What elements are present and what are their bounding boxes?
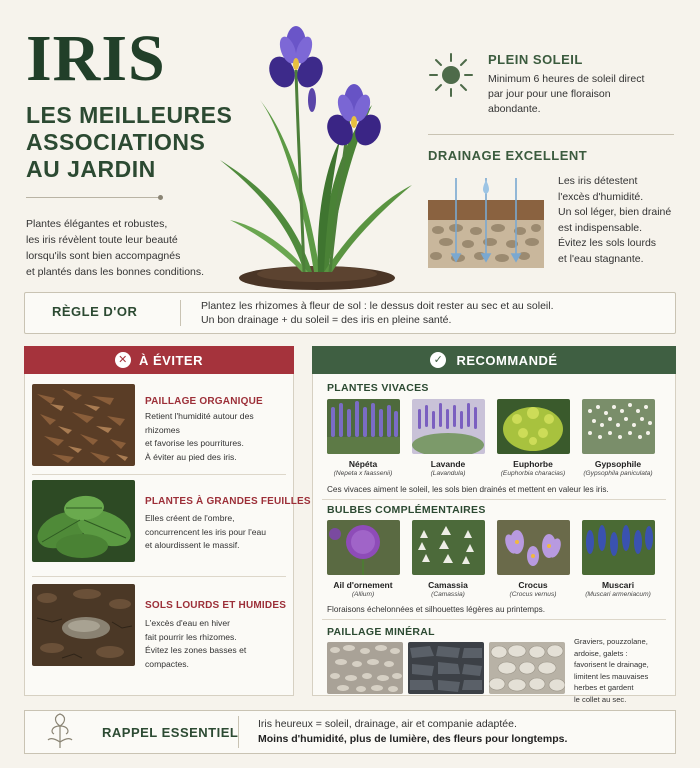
pebbles-image xyxy=(489,642,565,694)
subtitle-line: ASSOCIATIONS xyxy=(26,129,206,155)
drainage-title: DRAINAGE EXCELLENT xyxy=(428,148,588,163)
intro-line: et plantés dans les bonnes conditions. xyxy=(26,266,205,278)
avoid-header-label: À ÉVITER xyxy=(139,352,203,368)
drainage-line: l'excès d'humidité. xyxy=(558,190,644,203)
sun-line: Minimum 6 heures de soleil direct xyxy=(488,73,645,85)
avoid-item-text xyxy=(145,617,290,671)
plant-latin-name: (Muscari armeniacum) xyxy=(585,591,651,598)
camassia-image xyxy=(412,520,485,575)
large-leaf-plant-image xyxy=(32,480,135,562)
sun-title: PLEIN SOLEIL xyxy=(488,52,583,67)
plant-latin-name: (Gypsophila paniculata) xyxy=(583,470,653,477)
avoid-item-line: Elles créent de l'ombre, xyxy=(145,513,235,523)
avoid-item-line: Retient l'humidité autour des rhizomes xyxy=(145,411,254,435)
title-divider-dot xyxy=(158,195,163,200)
drainage-line: Un sol léger, bien drainé xyxy=(558,206,672,218)
recommended-separator xyxy=(322,499,666,500)
euphorbia-image xyxy=(497,399,570,454)
page-title: IRIS xyxy=(26,22,166,95)
perennials-note: Ces vivaces aiment le soleil, les sols bien drainés et mettent en valeur les iris. xyxy=(327,485,609,494)
avoid-item-text xyxy=(145,410,290,464)
bulbs-title: BULBES COMPLÉMENTAIRES xyxy=(327,504,486,516)
mineral-line: le collet au sec. xyxy=(574,694,627,704)
organic-mulch-image xyxy=(32,384,135,466)
nepeta-image xyxy=(327,399,400,454)
drainage-line: Les iris détestent xyxy=(558,175,638,187)
muscari-image xyxy=(582,520,655,575)
plant-name: Gypsophile xyxy=(594,459,642,469)
soil-drainage-illustration xyxy=(428,176,544,268)
recommended-header-label: RECOMMANDÉ xyxy=(456,352,558,368)
drainage-line: Évitez les sols lourds xyxy=(558,237,657,249)
mineral-line: favorisent le drainage, xyxy=(574,660,649,669)
plant-name: Euphorbe xyxy=(513,459,553,469)
plant-name: Ail d'ornement xyxy=(333,580,393,590)
avoid-item-line: fait pourrir les rhizomes. xyxy=(145,631,237,642)
gravel-image xyxy=(327,642,403,694)
plant-name: Crocus xyxy=(518,580,548,590)
bulbs-note: Floraisons échelonnées et silhouettes légères au printemps. xyxy=(327,605,546,614)
avoid-item-title: PAILLAGE ORGANIQUE xyxy=(145,396,263,407)
heavy-wet-soil-image xyxy=(32,584,135,666)
plant-latin-name: (Crocus vernus) xyxy=(509,591,557,598)
drainage-text xyxy=(558,174,676,267)
iris-plant-illustration xyxy=(212,10,422,292)
avoid-item-line: Évitez les zones basses et compactes. xyxy=(145,645,247,669)
plant-name: Lavande xyxy=(430,459,466,469)
slate-image xyxy=(408,642,484,694)
mineral-line: Graviers, pouzzolane, xyxy=(574,637,648,646)
footer-line-bold: Moins d'humidité, plus de lumière, des fleurs pour longtemps. xyxy=(258,733,568,745)
golden-rule-text xyxy=(201,299,671,327)
avoid-separator xyxy=(32,576,286,577)
mineral-line: herbes et gardent xyxy=(574,683,634,692)
sun-line: par jour pour une floraison xyxy=(488,88,611,100)
intro-line: Plantes élégantes et robustes, xyxy=(26,218,168,230)
footer-line: Iris heureux = soleil, drainage, air et companie adaptée. xyxy=(258,718,517,730)
avoid-separator xyxy=(32,474,286,475)
essential-reminder-label: RAPPEL ESSENTIEL xyxy=(102,725,239,740)
plant-name: Muscari xyxy=(601,580,635,590)
golden-rule-label: RÈGLE D'OR xyxy=(52,304,138,319)
mineral-mulch-text xyxy=(574,636,674,705)
allium-image xyxy=(327,520,400,575)
footer-separator xyxy=(238,716,239,748)
mineral-line: limitent les mauvaises xyxy=(574,671,649,681)
golden-rule-line: Plantez les rhizomes à fleur de sol : le dessus doit rester au sec et au soleil. xyxy=(201,300,554,312)
avoid-item-line: et favorise les pourritures. xyxy=(145,438,244,448)
intro-line: les iris révèlent toute leur beauté xyxy=(26,234,178,246)
x-circle-icon: ✕ xyxy=(115,352,131,368)
drainage-line: est indispensable. xyxy=(558,221,643,234)
check-circle-icon: ✓ xyxy=(430,352,446,368)
avoid-item-line: À éviter au pied des iris. xyxy=(145,451,237,462)
plant-latin-name: (Lavandula) xyxy=(430,470,466,477)
subtitle-line: LES MEILLEURES xyxy=(26,102,233,128)
avoid-header xyxy=(24,346,294,374)
plant-latin-name: (Camassia) xyxy=(431,591,465,598)
recommended-header xyxy=(312,346,676,374)
sun-text xyxy=(488,72,663,117)
golden-rule-separator xyxy=(180,300,181,326)
lavender-image xyxy=(412,399,485,454)
avoid-item-line: L'excès d'eau en hiver xyxy=(145,618,230,628)
section-divider xyxy=(428,134,674,135)
iris-outline-icon xyxy=(46,712,74,752)
avoid-item-line: et alourdissent le massif. xyxy=(145,540,240,550)
avoid-item-line: concurrencent les iris pour l'eau xyxy=(145,526,267,537)
avoid-item-title: SOLS LOURDS ET HUMIDES xyxy=(145,600,287,611)
recommended-separator xyxy=(322,619,666,620)
subtitle-line: AU JARDIN xyxy=(26,156,156,182)
drainage-line: et l'eau stagnante. xyxy=(558,252,644,265)
avoid-item-title: PLANTES À GRANDES FEUILLES xyxy=(145,496,311,507)
gypsophila-image xyxy=(582,399,655,454)
plant-latin-name: (Allium) xyxy=(351,591,375,598)
intro-line: lorsqu'ils sont bien accompagnés xyxy=(26,250,181,262)
mineral-line: ardoise, galets : xyxy=(574,648,628,658)
mineral-mulch-title: PAILLAGE MINÉRAL xyxy=(327,626,435,638)
avoid-item-text xyxy=(145,512,290,553)
plant-name: Népéta xyxy=(348,459,378,469)
plant-latin-name: (Nepeta x faassenii) xyxy=(333,470,393,477)
perennials-title: PLANTES VIVACES xyxy=(327,382,429,394)
sun-line: abondante. xyxy=(488,103,541,115)
plant-latin-name: (Euphorbia characias) xyxy=(500,470,566,477)
golden-rule-line: Un bon drainage + du soleil = des iris en pleine santé. xyxy=(201,314,452,326)
title-divider xyxy=(26,197,160,198)
sun-icon xyxy=(428,52,474,98)
intro-text xyxy=(26,216,236,280)
crocus-image xyxy=(497,520,570,575)
plant-name: Camassia xyxy=(428,580,468,590)
